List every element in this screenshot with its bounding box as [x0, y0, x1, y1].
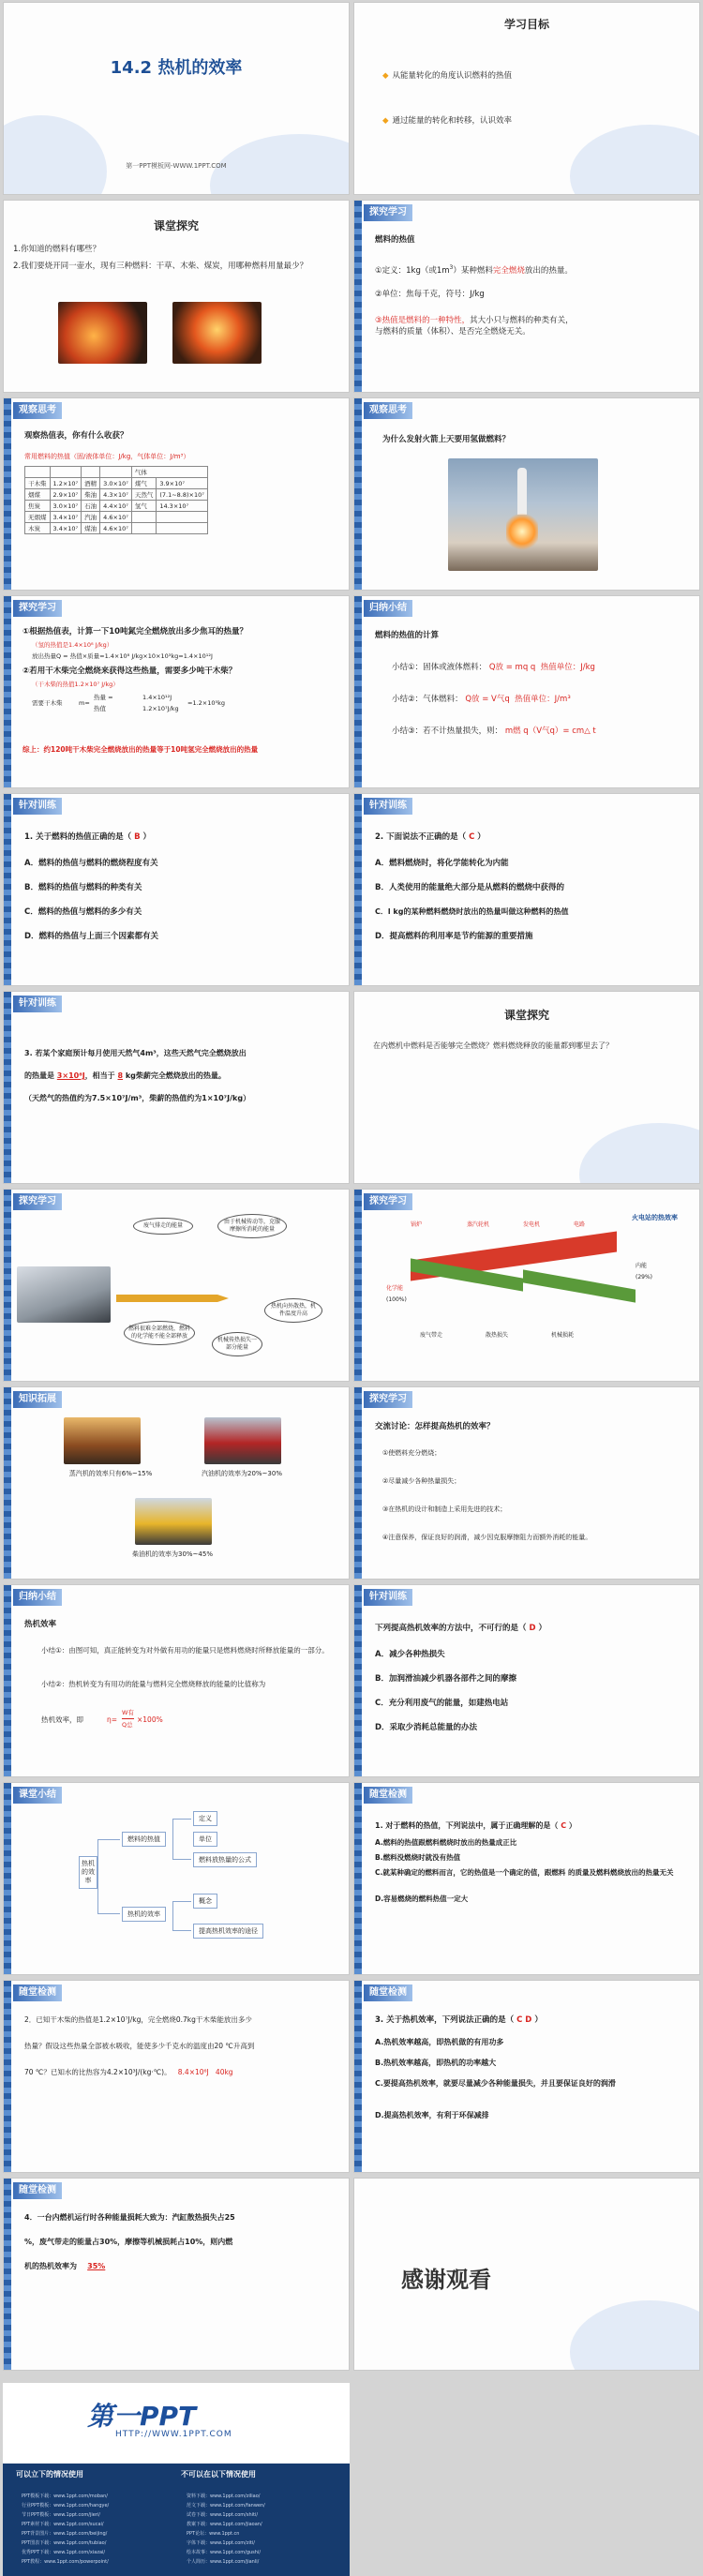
slide-explore-1[interactable] [3, 200, 350, 393]
flow-label: 化学能 [386, 1285, 404, 1292]
truck-image [135, 1498, 212, 1545]
summary-line: 小结③：若不计热量损失，则： m燃 q（V气q）= cm△ t [392, 726, 596, 736]
ad-link: 字体下载：www.1ppt.com/ziti/ [187, 2540, 255, 2546]
ad-link: 教案下载：www.1ppt.com/jiaoan/ [187, 2522, 262, 2527]
table-cell: 1.2×10⁷ [50, 478, 82, 489]
ad-link: 试卷下载：www.1ppt.com/shiti/ [187, 2512, 259, 2518]
slide-expand[interactable] [3, 1386, 350, 1580]
table-caption: 常用燃料的热值（固/液体单位：J/kg，气体单位：J/m³） [24, 453, 190, 460]
slide-tag: 课堂小结 [13, 1787, 62, 1804]
mindmap-leaf: 概念 [193, 1894, 217, 1909]
flow-label: 锅炉 [411, 1221, 423, 1228]
hint-text: （天然气的热值约为7.5×10⁷J/m³，柴薪的热值约为1×10⁷J/kg） [24, 1094, 251, 1102]
slide-tag: 归纳小结 [364, 600, 412, 617]
slide-practice-3[interactable] [3, 991, 350, 1184]
question-text: 1.你知道的燃料有哪些？ [13, 245, 101, 254]
table-cell: 天然气 [131, 489, 157, 501]
question-text: ②若用干木柴完全燃烧来获得这些热量，需要多少吨干木柴？ [22, 666, 237, 676]
ad-heading: 可以立下的情况使用 [16, 2470, 83, 2479]
table-cell: 14.3×10⁷ [157, 501, 208, 512]
option-b[interactable]: B.热机效率越高，即热机的功率越大 [375, 2059, 497, 2067]
table-cell: 4.3×10⁷ [100, 489, 132, 501]
bullet-icon: ◆ [382, 116, 389, 126]
option-a[interactable]: A.燃料的热值跟燃料燃烧时放出的热量成正比 [375, 1838, 517, 1847]
list-item: ④注意保养，保证良好的润滑，减少因克服摩擦阻力而额外消耗的能量。 [382, 1534, 592, 1541]
ad-link: 行业PPT模板：www.1ppt.com/hangye/ [22, 2503, 110, 2509]
goals-title: 学习目标 [503, 18, 549, 31]
slide-heading: 课堂探究 [153, 219, 199, 232]
steam-engine-image [64, 1417, 141, 1464]
table-cell: 3.4×10⁷ [50, 523, 82, 534]
loss-note: 热机向外散热，机件温度升高 [264, 1298, 322, 1323]
goal-item: ◆ 通过能量的转化和转移，认识效率 [382, 116, 513, 126]
formula-text: Q总 [122, 1721, 133, 1729]
table-header-row [25, 467, 208, 478]
slide-tag: 针对训练 [364, 798, 412, 815]
flow-label: (100%) [386, 1296, 407, 1303]
table-cell [131, 512, 157, 523]
formula-text: ×100% [137, 1715, 163, 1724]
flow-label: 蒸汽轮机 [467, 1221, 490, 1228]
table-cell: 3.4×10⁷ [50, 512, 82, 523]
flow-label: 废气带走 [420, 1332, 443, 1339]
question-text: 的热量是 3×10⁸J，相当于 8 kg柴薪完全燃烧放出的热量。 [24, 1071, 226, 1080]
wood-fire-image [172, 302, 262, 364]
question-text: 3. 关于热机效率，下列说法正确的是（ C D ） [375, 2015, 543, 2025]
summary-line: 小结①：由图可知，真正能转变为对外做有用功的能量只是燃料燃烧时所释放能量的一部分。 [41, 1646, 329, 1655]
question-text: 70 ℃？已知水的比热容为4.2×10³J/(kg·℃)。 8.4×10⁶J 40kg [24, 2068, 233, 2076]
table-cell: 4.6×10⁷ [100, 512, 132, 523]
question-text: 下列提高热机效率的方法中，不可行的是（ D ） [375, 1624, 547, 1633]
option-d[interactable]: D.容易燃烧的燃料热值一定大 [375, 1895, 469, 1903]
slide-practice-4[interactable] [353, 1584, 700, 1777]
formula-text: W有 [122, 1707, 134, 1719]
table-cell: 4.4×10⁷ [100, 501, 132, 512]
question-text: 机的热机效率为 35% [24, 2262, 106, 2270]
table-cell: 干木柴 [25, 478, 51, 489]
table-cell: 氢气 [131, 501, 157, 512]
slide-tag: 探究学习 [13, 1193, 62, 1210]
heat-value-table [24, 466, 208, 534]
table-cell [157, 523, 208, 534]
table-cell: 烟煤 [25, 489, 51, 501]
table-header-cell [82, 467, 100, 478]
slide-thanks[interactable] [353, 2178, 700, 2371]
slide-footer: 第一PPT模板网-WWW.1PPT.COM [126, 162, 227, 170]
ad-link: 个人简历：www.1ppt.com/jianli/ [187, 2559, 260, 2565]
flow-label: (29%) [636, 1274, 653, 1281]
ad-link: PPT图表下载：www.1ppt.com/tubiao/ [22, 2540, 107, 2546]
ad-heading: 不可以在以下情况使用 [181, 2470, 256, 2479]
summary-line: 热机效率，即 [41, 1715, 83, 1724]
question-text: 1. 关于燃料的热值正确的是（ B ） [24, 832, 152, 842]
table-cell: 无烟煤 [25, 512, 51, 523]
slide-tag: 归纳小结 [13, 1589, 62, 1606]
formula-text: m= [79, 699, 90, 707]
table-cell: (7.1~8.8)×10⁷ [157, 489, 208, 501]
question-text: 1. 对于燃料的热值，下列说法中，属于正确理解的是（ C ） [375, 1821, 576, 1830]
option-a[interactable]: A．减少各种热损失 [375, 1650, 445, 1659]
car-image [204, 1417, 281, 1464]
slide-discussion[interactable] [353, 1386, 700, 1580]
summary-text: 综上：约120吨干木柴完全燃烧放出的热量等于10吨氢完全燃烧放出的热量 [22, 745, 259, 754]
table-cell: 木炭 [25, 523, 51, 534]
question-text: 热量？假设这些热量全部被水吸收，能使多少千克水的温度由20 ℃升高到 [24, 2042, 255, 2050]
formula-text: η= [107, 1715, 118, 1724]
slide-tag: 随堂检测 [364, 1984, 412, 2001]
flow-label: 电路 [574, 1221, 586, 1228]
slide-tag: 针对训练 [364, 1589, 412, 1606]
slide-engine-loss[interactable] [3, 1189, 350, 1382]
mindmap-branch: 燃料的热值 [122, 1832, 166, 1847]
table-header-cell [50, 467, 82, 478]
table-header-cell: 气体 [131, 467, 207, 478]
hint-text: （氢的热值是1.4×10⁸ J/kg） [32, 641, 113, 649]
flow-label: 内能 [636, 1263, 648, 1269]
definition-text: ①定义：1kg（或$1m^3$）某种燃料完全燃烧放出的热量。 [375, 264, 573, 276]
loss-note: 废气排走的能量 [133, 1218, 193, 1235]
thanks-text: 感谢观看 [401, 2267, 491, 2293]
slide-quiz-4[interactable] [3, 2178, 350, 2371]
slide-table[interactable] [3, 397, 350, 591]
table-row [25, 523, 208, 534]
slide-calc-summary[interactable] [353, 595, 700, 788]
slide-tag: 随堂检测 [13, 2182, 62, 2199]
option-b[interactable]: B．燃料的热值与燃料的种类有关 [24, 883, 142, 892]
slide-heading: 课堂探究 [503, 1009, 549, 1022]
slide-quiz-2[interactable] [3, 1980, 350, 2173]
efficiency-caption: 蒸汽机的效率只有6%~15% [68, 1470, 153, 1477]
slide-tag: 探究学习 [364, 1193, 412, 1210]
lesson-title: 14.2 热机的效率 [110, 58, 243, 78]
summary-line: 小结①：固体或液体燃料： Q放 = mq q 热值单位：J/kg [392, 663, 595, 672]
question-text: 2.我们要烧开同一壶水，现有三种燃料：干草、木柴、煤炭，用哪种燃料用量最少？ [13, 262, 308, 271]
table-cell: 4.6×10⁷ [100, 523, 132, 534]
ad-panel [3, 2383, 350, 2576]
table-cell: 汽油 [82, 512, 100, 523]
slide-practice-1[interactable] [3, 793, 350, 986]
option-c[interactable]: C．燃料的热值与燃料的多少有关 [24, 907, 142, 917]
slide-power-plant[interactable] [353, 1189, 700, 1382]
slide-tag: 观察思考 [364, 402, 412, 419]
mindmap-leaf: 燃料放热量的公式 [193, 1852, 257, 1867]
option-d[interactable]: D．提高燃料的利用率是节约能源的重要措施 [375, 932, 533, 941]
table-cell: 焦炭 [25, 501, 51, 512]
table-cell: 2.9×10⁷ [50, 489, 82, 501]
slide-practice-2[interactable] [353, 793, 700, 986]
table-row [25, 501, 208, 512]
table-cell: 煤气 [131, 478, 157, 489]
slide-tag: 探究学习 [13, 600, 62, 617]
slide-title[interactable] [3, 2, 350, 195]
slide-tag: 知识拓展 [13, 1391, 62, 1408]
efficiency-caption: 汽油机的效率为20%~30% [202, 1470, 282, 1477]
ad-footer [3, 2464, 350, 2576]
summary-line: 小结②：热机转变为有用功的能量与燃料完全燃烧释放的能量的比值称为 [41, 1680, 266, 1688]
flow-title: 火电站的热效率 [632, 1214, 678, 1221]
table-cell: 石油 [82, 501, 100, 512]
table-cell: 酒精 [82, 478, 100, 489]
ad-link: 节日PPT模板：www.1ppt.com/jieri/ [22, 2512, 100, 2518]
list-item: ①使燃料充分燃烧； [382, 1449, 441, 1457]
table-cell [131, 523, 157, 534]
question-text: 2．已知干木柴的热值是1.2×10⁷J/kg，完全燃烧0.7kg干木柴能放出多少 [24, 2015, 252, 2024]
option-b[interactable]: B．加润滑油减少机器各部件之间的摩擦 [375, 1674, 516, 1684]
ad-link-list[interactable] [22, 2492, 109, 2567]
slide-mindmap[interactable] [3, 1782, 350, 1975]
slide-tag: 针对训练 [13, 996, 62, 1012]
answer-text: 放出热量Q = 热值×质量=1.4×10⁸ J/kg×10×10³kg=1.4×10¹²J [32, 652, 213, 660]
goal-item: ◆ 从能量转化的角度认识燃料的热值 [382, 71, 513, 81]
ad-link: PPT教程：www.1ppt.com/powerpoint/ [22, 2559, 109, 2565]
table-row [25, 478, 208, 489]
option-c[interactable]: C.就某种确定的燃料而言，它的热值是一个确定的值，跟燃料 的质量及燃料燃烧放出的热量无关 [375, 1868, 674, 1877]
question-text: %，废气带走的能量占30%，摩擦等机械损耗占10%，则内燃 [24, 2238, 233, 2246]
question-text: 观察热值表，你有什么收获？ [24, 431, 128, 441]
table-row [25, 512, 208, 523]
option-d[interactable]: D．燃料的热值与上面三个因素都有关 [24, 932, 159, 941]
property-text: ③热值是燃料的一种特性，其大小只与燃料的种类有关， 与燃料的质量（体积）、是否完全燃烧无关。 [375, 316, 574, 337]
unit-text: ②单位：焦每千克，符号：J/kg [375, 290, 485, 299]
option-d[interactable]: D.提高热机效率，有利于环保减排 [375, 2111, 489, 2119]
option-c[interactable]: C．l kg的某种燃料燃烧时放出的热量叫做这种燃料的热值 [375, 907, 569, 916]
slide-tag: 探究学习 [364, 1391, 412, 1408]
flow-label: 散热损失 [486, 1332, 509, 1339]
question-text: 3. 若某个家庭预计每月使用天然气4m³，这些天然气完全燃烧放出 [24, 1049, 247, 1057]
list-item: ③在热机的设计和制造上采用先进的技术； [382, 1505, 507, 1513]
slide-tag: 随堂检测 [364, 1787, 412, 1804]
slide-efficiency-summary[interactable] [3, 1584, 350, 1777]
energy-arrow [116, 1295, 229, 1302]
rocket-launch-image [448, 458, 598, 571]
option-c[interactable]: C．充分利用废气的能量，如建热电站 [375, 1699, 509, 1708]
slide-quiz-3[interactable] [353, 1980, 700, 2173]
car-image [17, 1266, 111, 1323]
empty-cell [353, 2383, 700, 2576]
summary-line: 小结②：气体燃料： Q放 = V气q 热值单位：J/m³ [392, 695, 571, 704]
formula-text: 热值 [94, 705, 106, 712]
option-d[interactable]: D．采取少消耗总能量的办法 [375, 1723, 478, 1732]
ad-link: PPT素材下载：www.1ppt.com/sucai/ [22, 2522, 104, 2527]
slide-tag: 观察思考 [13, 402, 62, 419]
question-text: 为什么发射火箭上天要用氢做燃料？ [382, 435, 511, 444]
table-cell [157, 512, 208, 523]
coal-fire-image [58, 302, 147, 364]
energy-flow-band [523, 1269, 636, 1302]
efficiency-caption: 柴油机的效率为30%~45% [132, 1550, 213, 1558]
question-text: 2. 下面说法不正确的是（ C ） [375, 832, 486, 842]
table-cell: 柴油 [82, 489, 100, 501]
mindmap-leaf: 定义 [193, 1811, 217, 1826]
slide-heat-value[interactable] [353, 200, 700, 393]
ad-link: PPT论坛：www.1ppt.cn [187, 2531, 240, 2537]
table-header-cell [25, 467, 51, 478]
ad-link: 优秀PPT下载：www.1ppt.com/xiazai/ [22, 2550, 106, 2555]
mindmap-branch: 热机的效率 [122, 1907, 166, 1922]
site-url[interactable]: HTTP://WWW.1PPT.COM [115, 2430, 232, 2439]
option-b[interactable]: B．人类使用的能量绝大部分是从燃料的燃烧中获得的 [375, 883, 564, 892]
slide-heading: 热机效率 [24, 1620, 57, 1629]
ad-link: PPT模板下载：www.1ppt.com/moban/ [22, 2494, 108, 2499]
option-a[interactable]: A．燃料燃烧时，将化学能转化为内能 [375, 859, 509, 868]
option-a[interactable]: A．燃料的热值与燃料的燃烧程度有关 [24, 859, 158, 868]
loss-note: 燃料很难全部燃烧，燃料的化学能不能全部释放 [124, 1321, 195, 1345]
slide-quiz-1[interactable] [353, 1782, 700, 1975]
bullet-icon: ◆ [382, 71, 389, 81]
slide-calc[interactable] [3, 595, 350, 788]
flow-label: 发电机 [523, 1221, 541, 1228]
flow-label: 机械损耗 [551, 1332, 575, 1339]
slide-rocket[interactable] [353, 397, 700, 591]
slide-heading: 燃料的热值 [375, 235, 415, 245]
option-a[interactable]: A.热机效率越高，即热机做的有用功多 [375, 2038, 504, 2046]
mindmap-leaf: 单位 [193, 1832, 217, 1847]
table-cell: 煤油 [82, 523, 100, 534]
slide-tag: 随堂检测 [13, 1984, 62, 2001]
table-row [25, 489, 208, 501]
table-header-cell [100, 467, 132, 478]
question-text: 4．一台内燃机运行时各种能量损耗大致为：汽缸散热损失占25 [24, 2213, 235, 2222]
loss-note: 由于机械传动等，克服摩擦所消耗的能量 [217, 1214, 287, 1238]
table-cell: 3.0×10⁷ [100, 478, 132, 489]
formula-text: 1.4×10¹²J [142, 694, 172, 701]
ad-link: PPT背景图片：www.1ppt.com/beijing/ [22, 2531, 108, 2537]
slide-goals[interactable] [353, 2, 700, 195]
slide-heading: 燃料的热值的计算 [375, 631, 440, 640]
table-cell: 3.9×10⁷ [157, 478, 208, 489]
ad-link-list[interactable] [187, 2492, 265, 2567]
slide-explore-2[interactable] [353, 991, 700, 1184]
site-logo: 第一PPT [87, 2401, 197, 2432]
ad-link: 范文下载：www.1ppt.com/fanwen/ [187, 2503, 265, 2509]
mindmap-root: 热机的效率 [79, 1856, 97, 1889]
option-b[interactable]: B.燃料没燃烧时就没有热值 [375, 1853, 461, 1862]
option-c[interactable]: C.要提高热机效率，就要尽量减少各种能量损失，并且要保证良好的润滑 [375, 2079, 616, 2088]
formula-text: 热量 = [94, 694, 113, 701]
ad-link: 资料下载：www.1ppt.com/ziliao/ [187, 2494, 261, 2499]
question-text: ①根据热值表，计算一下10吨氮完全燃烧放出多少焦耳的热量？ [22, 627, 248, 637]
slide-heading: 交流讨论：怎样提高热机的效率？ [375, 1422, 495, 1431]
answer-text: 需要干木柴 [32, 699, 63, 707]
formula-text: 1.2×10⁷J/kg [142, 705, 179, 712]
slide-tag: 针对训练 [13, 798, 62, 815]
ad-link: 绘本故事：www.1ppt.com/gushi/ [187, 2550, 262, 2555]
table-cell: 3.0×10⁷ [50, 501, 82, 512]
hint-text: （干木柴的热值1.2×10⁷ J/kg） [32, 681, 119, 688]
formula-text: =1.2×10⁵kg [187, 699, 225, 707]
question-text: 在内燃机中燃料是否能够完全燃烧？燃料燃烧释放的能量都到哪里去了？ [373, 1041, 613, 1050]
mindmap-leaf: 提高热机效率的途径 [193, 1924, 263, 1939]
list-item: ②尽量减少各种热量损失； [382, 1477, 461, 1485]
slide-tag: 探究学习 [364, 204, 412, 221]
loss-note: 机械传热损失一部分能量 [212, 1332, 262, 1356]
